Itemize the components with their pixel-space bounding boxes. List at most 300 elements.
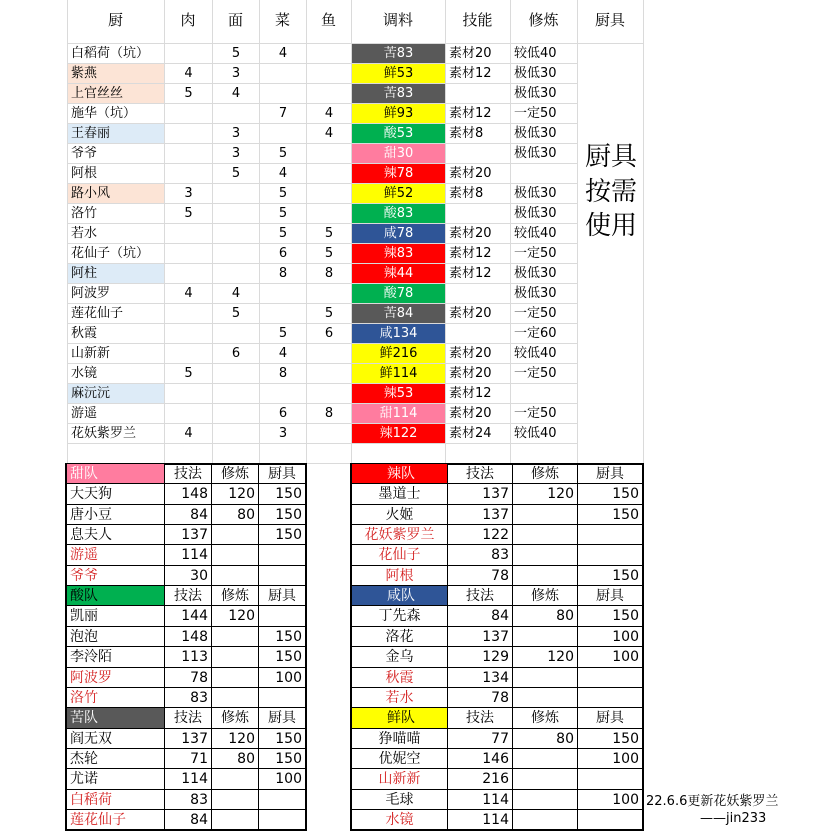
team-train-value[interactable] <box>513 545 577 564</box>
team-train-value[interactable] <box>513 688 577 707</box>
chef-veg-cell[interactable] <box>260 124 306 143</box>
team-skill-value[interactable]: 78 <box>190 669 208 686</box>
chef-skill-cell[interactable]: 素材20 <box>449 306 492 321</box>
chef-flavor-cell[interactable]: 咸78 <box>352 224 445 243</box>
chef-flavor-cell[interactable]: 鲜53 <box>352 64 445 83</box>
chef-name-cell[interactable]: 爷爷 <box>71 146 98 161</box>
column-header[interactable]: 厨 <box>107 11 123 29</box>
team-skill-value[interactable]: 78 <box>491 689 509 706</box>
chef-fish-cell[interactable] <box>307 164 351 183</box>
chef-flavor-cell[interactable]: 辣78 <box>352 164 445 183</box>
team-skill-value[interactable]: 137 <box>482 486 509 503</box>
team-col-label: 厨具 <box>268 588 296 605</box>
team-skill-value[interactable]: 137 <box>181 527 208 544</box>
chef-meat-cell[interactable]: 5 <box>184 86 193 101</box>
chef-skill-cell[interactable] <box>446 84 510 103</box>
chef-fish-cell[interactable] <box>307 424 351 443</box>
team-skill-value[interactable]: 83 <box>491 547 509 564</box>
chef-veg-cell[interactable] <box>260 84 306 103</box>
chef-meat-cell[interactable] <box>165 164 212 183</box>
chef-name-cell[interactable]: 游遥 <box>71 406 98 421</box>
chef-name-cell[interactable]: 阿波罗 <box>71 286 111 301</box>
chef-skill-cell[interactable] <box>446 144 510 163</box>
team-tool-value[interactable]: 100 <box>275 669 302 686</box>
chef-noodle-cell[interactable]: 3 <box>231 146 241 161</box>
team-skill-value[interactable]: 146 <box>482 750 509 767</box>
chef-train-cell[interactable]: 极低30 <box>514 126 557 141</box>
chef-fish-cell[interactable]: 4 <box>324 106 334 121</box>
chef-skill-cell[interactable]: 素材20 <box>449 46 492 61</box>
team-skill-value[interactable]: 144 <box>181 608 208 625</box>
team-train-value[interactable] <box>513 566 577 585</box>
team-skill-value[interactable]: 71 <box>190 750 208 767</box>
chef-flavor-cell[interactable]: 辣44 <box>352 264 445 283</box>
chef-flavor-cell[interactable]: 鲜216 <box>352 344 445 363</box>
team-member-name[interactable]: 泡泡 <box>70 628 98 645</box>
chef-noodle-cell[interactable] <box>213 264 259 283</box>
team-tool-value[interactable]: 150 <box>612 567 639 584</box>
chef-meat-cell[interactable] <box>165 224 212 243</box>
team-skill-value[interactable]: 83 <box>190 791 208 808</box>
team-member-name[interactable]: 尤诺 <box>70 771 98 788</box>
chef-noodle-cell[interactable]: 5 <box>231 46 241 61</box>
chef-flavor-cell[interactable]: 甜114 <box>352 404 445 423</box>
team-member-name[interactable]: 阎无双 <box>70 730 112 747</box>
team-member-name[interactable]: 游遥 <box>70 547 98 564</box>
chef-veg-cell[interactable]: 6 <box>278 406 288 421</box>
chef-name-cell[interactable]: 上官丝丝 <box>68 84 164 103</box>
chef-train-cell[interactable]: 一定50 <box>514 366 557 381</box>
team-train-value[interactable] <box>212 525 258 544</box>
chef-veg-cell[interactable]: 8 <box>278 266 288 281</box>
chef-fish-cell[interactable] <box>307 204 351 223</box>
chef-train-cell[interactable]: 极低30 <box>514 146 557 161</box>
team-train-value[interactable]: 80 <box>556 608 574 625</box>
team-train-value[interactable]: 80 <box>556 730 574 747</box>
chef-fish-cell[interactable]: 5 <box>324 226 334 241</box>
chef-noodle-cell[interactable] <box>213 244 259 263</box>
team-tool-value[interactable]: 150 <box>612 730 639 747</box>
chef-train-cell[interactable]: 一定50 <box>514 406 557 421</box>
team-member-name[interactable]: 狰喵喵 <box>378 730 421 747</box>
chef-meat-cell[interactable] <box>165 104 212 123</box>
team-skill-value[interactable]: 137 <box>181 730 208 747</box>
team-tool-value[interactable] <box>259 790 305 809</box>
team-skill-value[interactable]: 122 <box>482 527 509 544</box>
chef-noodle-cell[interactable]: 3 <box>231 66 241 81</box>
chef-flavor-cell[interactable]: 甜30 <box>352 144 445 163</box>
team-train-value[interactable] <box>212 566 258 585</box>
chef-name-cell[interactable]: 花妖紫罗兰 <box>71 426 137 441</box>
team-tool-value[interactable]: 100 <box>612 750 639 767</box>
chef-name-cell[interactable]: 山新新 <box>71 346 111 361</box>
chef-noodle-cell[interactable] <box>213 424 259 443</box>
team-member-name[interactable]: 洛花 <box>385 628 414 645</box>
team-tool-value[interactable] <box>578 688 642 707</box>
chef-train-cell[interactable]: 一定50 <box>514 306 557 321</box>
chef-meat-cell[interactable] <box>165 244 212 263</box>
chef-noodle-cell[interactable] <box>213 404 259 423</box>
chef-veg-cell[interactable]: 4 <box>278 346 288 361</box>
chef-name-cell[interactable]: 王春丽 <box>68 124 164 143</box>
team-tool-value[interactable] <box>578 810 642 829</box>
chef-meat-cell[interactable]: 3 <box>184 186 193 201</box>
chef-noodle-cell[interactable]: 4 <box>231 86 241 101</box>
chef-noodle-cell[interactable] <box>213 224 259 243</box>
chef-noodle-cell[interactable]: 5 <box>231 306 241 321</box>
team-train-value[interactable] <box>212 769 258 788</box>
chef-meat-cell[interactable] <box>165 264 212 283</box>
chef-fish-cell[interactable]: 5 <box>324 246 334 261</box>
chef-veg-cell[interactable]: 4 <box>278 46 288 61</box>
chef-name-cell[interactable]: 紫燕 <box>68 64 164 83</box>
chef-name-cell[interactable]: 若水 <box>71 226 98 241</box>
team-train-value[interactable]: 80 <box>237 750 255 767</box>
team-train-value[interactable]: 120 <box>228 730 255 747</box>
chef-veg-cell[interactable] <box>260 384 306 403</box>
team-tool-value[interactable]: 150 <box>612 506 639 523</box>
chef-fish-cell[interactable]: 5 <box>324 306 334 321</box>
chef-meat-cell[interactable] <box>165 124 212 143</box>
chef-veg-cell[interactable]: 6 <box>278 246 288 261</box>
chef-train-cell[interactable]: 极低30 <box>514 266 557 281</box>
chef-train-cell[interactable]: 极低30 <box>514 66 557 81</box>
chef-name-cell[interactable]: 洛竹 <box>71 206 98 221</box>
team-skill-value[interactable]: 137 <box>482 628 509 645</box>
team-col-label: 技法 <box>174 466 202 482</box>
chef-fish-cell[interactable]: 8 <box>324 266 334 281</box>
chef-fish-cell[interactable] <box>307 384 351 403</box>
chef-flavor-cell[interactable]: 咸134 <box>352 324 445 343</box>
team-skill-value[interactable]: 114 <box>181 547 208 564</box>
team-train-value[interactable] <box>513 505 577 524</box>
column-header[interactable]: 菜 <box>274 11 290 29</box>
chef-meat-cell[interactable]: 4 <box>184 66 193 81</box>
team-train-value[interactable] <box>513 525 577 544</box>
chef-veg-cell[interactable] <box>260 284 306 303</box>
chef-noodle-cell[interactable] <box>213 364 259 383</box>
team-member-name[interactable]: 毛球 <box>385 791 414 808</box>
column-header[interactable]: 修炼 <box>528 11 559 29</box>
team-tool-value[interactable]: 150 <box>275 628 302 645</box>
team-tool-value[interactable] <box>259 606 305 625</box>
chef-train-cell[interactable] <box>511 384 577 403</box>
chef-skill-cell[interactable]: 素材20 <box>449 406 492 421</box>
team-train-value[interactable] <box>212 790 258 809</box>
team-member-name[interactable]: 爷爷 <box>70 567 98 584</box>
team-train-value[interactable] <box>513 790 577 809</box>
chef-name-cell[interactable]: 莲花仙子 <box>71 306 124 321</box>
team-tool-value[interactable]: 150 <box>275 527 302 544</box>
column-header[interactable]: 面 <box>227 11 243 29</box>
team-skill-value[interactable]: 83 <box>190 689 208 706</box>
chef-flavor-cell[interactable]: 辣53 <box>352 384 445 403</box>
chef-fish-cell[interactable] <box>307 84 351 103</box>
chef-name-cell[interactable]: 麻沅沅 <box>68 384 164 403</box>
team-member-name[interactable]: 洛竹 <box>70 689 98 706</box>
chef-name-cell[interactable]: 路小风 <box>68 184 164 203</box>
chef-fish-cell[interactable] <box>307 144 351 163</box>
team-skill-value[interactable]: 216 <box>482 771 509 788</box>
chef-noodle-cell[interactable]: 3 <box>231 126 241 141</box>
chef-meat-cell[interactable]: 4 <box>184 286 193 301</box>
chef-noodle-cell[interactable]: 5 <box>231 166 241 181</box>
team-member-name[interactable]: 山新新 <box>378 771 421 788</box>
team-tool-value[interactable] <box>259 566 305 585</box>
team-train-value[interactable]: 80 <box>237 506 255 523</box>
team-train-value[interactable]: 120 <box>228 608 255 625</box>
chef-flavor-cell[interactable]: 苦83 <box>352 44 445 63</box>
chef-fish-cell[interactable]: 6 <box>324 326 334 341</box>
team-member-name[interactable]: 花妖紫罗兰 <box>364 527 435 544</box>
team-member-name[interactable]: 大天狗 <box>70 486 112 503</box>
team-col-label: 厨具 <box>596 710 624 727</box>
chef-train-cell[interactable]: 一定50 <box>514 246 557 261</box>
chef-meat-cell[interactable] <box>165 344 212 363</box>
chef-flavor-cell[interactable]: 鲜93 <box>352 104 445 123</box>
chef-name-cell[interactable]: 秋霞 <box>71 326 98 341</box>
team-skill-value[interactable]: 148 <box>181 486 208 503</box>
team-member-name[interactable]: 墨道士 <box>378 486 421 503</box>
chef-fish-cell[interactable] <box>307 364 351 383</box>
team-skill-value[interactable]: 84 <box>190 506 208 523</box>
chef-name-cell[interactable]: 施华（坑） <box>71 106 137 121</box>
team-col-label: 修炼 <box>221 466 249 482</box>
chef-skill-cell[interactable] <box>446 284 510 303</box>
chef-train-cell[interactable]: 一定50 <box>514 106 557 121</box>
chef-name-cell[interactable]: 花仙子（坑） <box>71 246 150 261</box>
team-member-name[interactable]: 凯丽 <box>70 608 98 625</box>
team-tool-value[interactable] <box>578 769 642 788</box>
team-skill-value[interactable]: 30 <box>190 567 208 584</box>
chef-veg-cell[interactable] <box>260 304 306 323</box>
team-member-name[interactable]: 唐小豆 <box>70 506 112 523</box>
team-skill-value[interactable]: 114 <box>181 771 208 788</box>
team-skill-value[interactable]: 129 <box>482 649 509 666</box>
chef-veg-cell[interactable]: 5 <box>278 206 288 221</box>
team-skill-value[interactable]: 134 <box>482 669 509 686</box>
team-train-value[interactable]: 120 <box>547 486 574 503</box>
chef-meat-cell[interactable] <box>165 144 212 163</box>
team-col-label: 修炼 <box>531 466 559 482</box>
chef-meat-cell[interactable] <box>165 324 212 343</box>
chef-veg-cell[interactable]: 5 <box>278 326 288 341</box>
chef-skill-cell[interactable]: 素材8 <box>449 126 484 141</box>
team-member-name[interactable]: 若水 <box>385 689 414 706</box>
team-tool-value[interactable]: 150 <box>275 730 302 747</box>
team-col-line <box>305 463 307 831</box>
column-header[interactable]: 技能 <box>462 11 493 29</box>
chef-fish-cell[interactable] <box>307 344 351 363</box>
chef-flavor-cell[interactable]: 酸83 <box>352 204 445 223</box>
chef-fish-cell[interactable] <box>307 44 351 63</box>
chef-noodle-cell[interactable] <box>213 204 259 223</box>
chef-meat-cell[interactable]: 5 <box>184 366 193 381</box>
chef-fish-cell[interactable] <box>307 184 351 203</box>
team-member-name[interactable]: 秋霞 <box>385 669 414 686</box>
chef-meat-cell[interactable] <box>165 384 212 403</box>
chef-noodle-cell[interactable] <box>213 384 259 403</box>
column-header[interactable]: 厨具 <box>594 11 625 29</box>
chef-flavor-cell[interactable]: 鲜114 <box>352 364 445 383</box>
chef-veg-cell[interactable]: 5 <box>278 226 288 241</box>
chef-skill-cell[interactable] <box>446 324 510 343</box>
team-skill-value[interactable]: 84 <box>491 608 509 625</box>
chef-meat-cell[interactable] <box>165 304 212 323</box>
chef-flavor-cell[interactable]: 辣83 <box>352 244 445 263</box>
chef-flavor-cell[interactable]: 鲜52 <box>352 184 445 203</box>
team-tool-value[interactable]: 150 <box>275 506 302 523</box>
team-tool-value[interactable]: 150 <box>275 649 302 666</box>
team-tool-value[interactable]: 100 <box>612 791 639 808</box>
chef-train-cell[interactable]: 较低40 <box>514 426 557 441</box>
team-tool-value[interactable] <box>578 545 642 564</box>
grid-col-line <box>577 0 578 463</box>
chef-skill-cell[interactable]: 素材20 <box>449 166 492 181</box>
team-skill-value[interactable]: 113 <box>181 649 208 666</box>
chef-skill-cell[interactable]: 素材12 <box>449 386 492 401</box>
team-member-name[interactable]: 优妮空 <box>378 750 421 767</box>
chef-skill-cell[interactable]: 素材24 <box>449 426 492 441</box>
chef-veg-cell[interactable]: 3 <box>278 426 288 441</box>
chef-meat-cell[interactable]: 5 <box>184 206 193 221</box>
team-name-header: 甜队 <box>67 464 164 483</box>
chef-meat-cell[interactable]: 4 <box>184 426 193 441</box>
team-member-name[interactable]: 李泠陌 <box>70 649 112 666</box>
team-col-label: 修炼 <box>531 710 559 727</box>
chef-meat-cell[interactable] <box>165 404 212 423</box>
team-member-name[interactable]: 花仙子 <box>378 547 421 564</box>
chef-skill-cell[interactable]: 素材20 <box>449 346 492 361</box>
team-member-name[interactable]: 金乌 <box>385 649 414 666</box>
chef-train-cell[interactable]: 较低40 <box>514 226 557 241</box>
team-member-name[interactable]: 莲花仙子 <box>70 811 126 828</box>
team-train-value[interactable] <box>513 810 577 829</box>
column-header[interactable]: 鱼 <box>320 11 336 29</box>
chef-veg-cell[interactable]: 5 <box>278 146 288 161</box>
team-skill-value[interactable]: 114 <box>482 811 509 828</box>
chef-flavor-cell[interactable]: 苦83 <box>352 84 445 103</box>
team-train-value[interactable] <box>513 627 577 646</box>
chef-skill-cell[interactable]: 素材20 <box>449 226 492 241</box>
team-train-value[interactable]: 120 <box>547 649 574 666</box>
team-train-value[interactable] <box>212 668 258 687</box>
team-train-value[interactable] <box>212 627 258 646</box>
chef-train-cell[interactable]: 较低40 <box>514 346 557 361</box>
chef-skill-cell[interactable]: 素材12 <box>449 66 492 81</box>
team-member-name[interactable]: 息夫人 <box>70 527 112 544</box>
team-skill-value[interactable]: 77 <box>491 730 509 747</box>
chef-noodle-cell[interactable]: 4 <box>231 286 241 301</box>
chef-noodle-cell[interactable] <box>213 184 259 203</box>
chef-name-cell[interactable]: 白稻荷（坑） <box>71 46 150 61</box>
team-skill-value[interactable]: 114 <box>482 791 509 808</box>
team-tool-value[interactable]: 100 <box>612 649 639 666</box>
team-train-value[interactable] <box>513 749 577 768</box>
chef-noodle-cell[interactable]: 6 <box>231 346 241 361</box>
chef-skill-cell[interactable] <box>446 204 510 223</box>
chef-fish-cell[interactable] <box>307 284 351 303</box>
team-train-value[interactable] <box>212 810 258 829</box>
chef-flavor-cell[interactable]: 酸53 <box>352 124 445 143</box>
chef-noodle-cell[interactable] <box>213 324 259 343</box>
chef-fish-cell[interactable]: 4 <box>324 126 334 141</box>
chef-flavor-cell[interactable]: 酸78 <box>352 284 445 303</box>
team-tool-value[interactable]: 150 <box>612 608 639 625</box>
chef-train-cell[interactable]: 极低30 <box>514 86 557 101</box>
chef-name-cell[interactable]: 水镜 <box>71 366 98 381</box>
chef-train-cell[interactable]: 极低30 <box>514 206 557 221</box>
team-member-name[interactable]: 白稻荷 <box>70 791 112 808</box>
chef-name-cell[interactable]: 阿柱 <box>68 264 164 283</box>
team-tool-value[interactable] <box>578 668 642 687</box>
team-train-value[interactable] <box>513 668 577 687</box>
chef-fish-cell[interactable] <box>307 64 351 83</box>
chef-noodle-cell[interactable] <box>213 104 259 123</box>
chef-meat-cell[interactable] <box>165 44 212 63</box>
team-member-name[interactable]: 水镜 <box>385 811 414 828</box>
team-tool-value[interactable]: 150 <box>612 486 639 503</box>
column-header[interactable]: 肉 <box>180 11 196 29</box>
team-train-value[interactable]: 120 <box>228 486 255 503</box>
chef-flavor-cell[interactable]: 苦84 <box>352 304 445 323</box>
team-col-label: 修炼 <box>221 710 249 727</box>
chef-train-cell[interactable] <box>511 164 577 183</box>
chef-train-cell[interactable]: 一定60 <box>514 326 557 341</box>
team-tool-value[interactable]: 150 <box>275 750 302 767</box>
team-tool-value[interactable]: 100 <box>275 771 302 788</box>
team-member-name[interactable]: 阿根 <box>385 567 414 584</box>
team-member-name[interactable]: 杰轮 <box>70 750 98 767</box>
chef-fish-cell[interactable]: 8 <box>324 406 334 421</box>
chef-skill-cell[interactable]: 素材8 <box>449 186 484 201</box>
chef-skill-cell[interactable]: 素材12 <box>449 266 492 281</box>
team-member-name[interactable]: 火姬 <box>385 506 414 523</box>
chef-veg-cell[interactable]: 5 <box>278 186 288 201</box>
team-train-value[interactable] <box>212 545 258 564</box>
team-tool-value[interactable]: 100 <box>612 628 639 645</box>
chef-flavor-cell[interactable]: 辣122 <box>352 424 445 443</box>
chef-skill-cell[interactable]: 素材12 <box>449 106 492 121</box>
chef-veg-cell[interactable]: 8 <box>278 366 288 381</box>
team-skill-value[interactable]: 78 <box>491 567 509 584</box>
chef-skill-cell[interactable]: 素材20 <box>449 366 492 381</box>
team-train-value[interactable] <box>513 769 577 788</box>
team-train-value[interactable] <box>212 688 258 707</box>
team-member-name[interactable]: 阿波罗 <box>70 669 112 686</box>
team-skill-value[interactable]: 148 <box>181 628 208 645</box>
team-tool-value[interactable]: 150 <box>275 486 302 503</box>
column-header[interactable]: 调料 <box>382 11 413 29</box>
chef-veg-cell[interactable]: 7 <box>278 106 288 121</box>
chef-train-cell[interactable]: 较低40 <box>514 46 557 61</box>
chef-veg-cell[interactable] <box>260 64 306 83</box>
team-col-label: 技法 <box>466 466 494 482</box>
team-tool-value[interactable] <box>259 810 305 829</box>
chef-name-cell[interactable]: 阿根 <box>71 166 98 181</box>
team-train-value[interactable] <box>212 647 258 666</box>
chef-train-cell[interactable]: 极低30 <box>514 286 557 301</box>
team-skill-value[interactable]: 137 <box>482 506 509 523</box>
team-tool-value[interactable] <box>578 525 642 544</box>
team-skill-value[interactable]: 84 <box>190 811 208 828</box>
chef-skill-cell[interactable]: 素材12 <box>449 246 492 261</box>
chef-veg-cell[interactable]: 4 <box>278 166 288 181</box>
chef-train-cell[interactable]: 极低30 <box>514 186 557 201</box>
team-tool-value[interactable] <box>259 688 305 707</box>
team-tool-value[interactable] <box>259 545 305 564</box>
team-member-name[interactable]: 丁先森 <box>378 608 421 625</box>
